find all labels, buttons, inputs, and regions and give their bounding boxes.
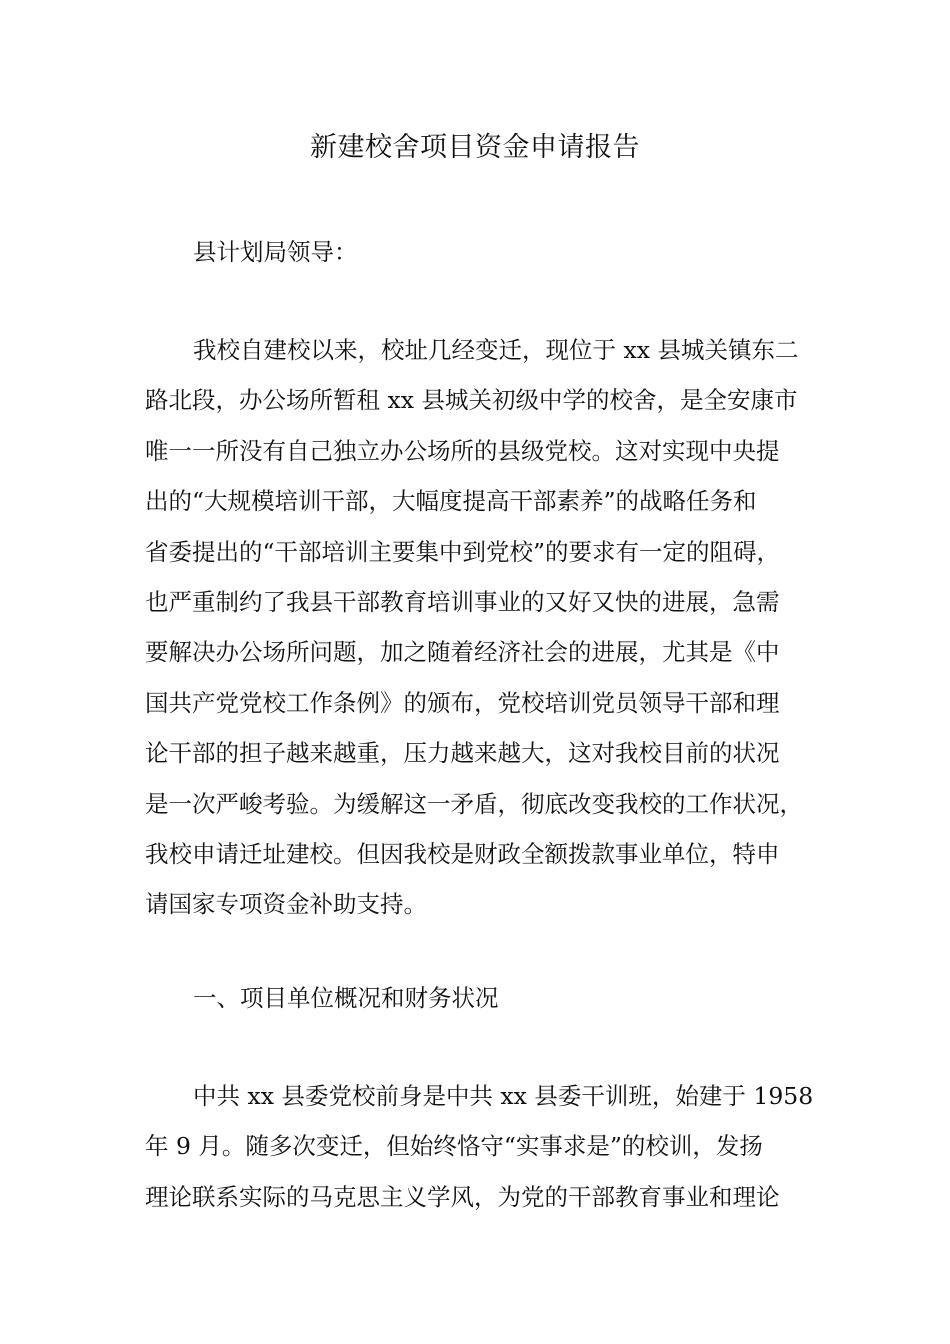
section-1-heading-text: 一、项目单位概况和财务状况 [193,984,499,1012]
paragraph-2 [145,1071,815,1222]
paragraph-1-line: 国共产党党校工作条例》的颁布，党校培训党员领导干部和理 [145,688,780,717]
paragraph-2-line: 中共 xx 县委党校前身是中共 xx 县委干训班，始建于 1958 [193,1082,814,1110]
paragraph-1-line: 唯一一所没有自己独立办公场所的县级党校。这对实现中央提 [145,436,780,465]
paragraph-1-line: 我校自建校以来，校址几经变迁，现位于 xx 县城关镇东二 [193,336,799,364]
paragraph-1-line: 我校申请迁址建校。但因我校是财政全额拨款事业单位，特申 [145,840,780,869]
paragraph-1-line: 路北段，办公场所暂租 xx 县城关初级中学的校舍，是全安康市 [145,386,798,415]
paragraph-1-line: 也严重制约了我县干部教育培训事业的又好又快的进展，急需 [145,588,780,617]
paragraph-1-line: 省委提出的“干部培训主要集中到党校”的要求有一定的阻碍， [145,537,781,566]
paragraph-1-line: 出的“大规模培训干部，大幅度提高干部素养”的战略任务和 [145,487,757,516]
paragraph-1-line: 请国家专项资金补助支持。 [145,890,427,919]
paragraph-1-line: 要解决办公场所问题，加之随着经济社会的进展，尤其是《中 [145,638,780,667]
document-title: 新建校舍项目资金申请报告 [310,132,640,163]
paragraph-2-line: 理论联系实际的马克思主义学风，为党的干部教育事业和理论 [145,1182,780,1211]
paragraph-2-line: 年 9 月。随多次变迁，但始终恪守“实事求是”的校训，发扬 [145,1132,763,1161]
section-1-heading [145,973,863,1023]
salutation-text: 县计划局领导： [193,238,358,266]
salutation [145,227,863,277]
paragraph-1-line: 论干部的担子越来越重，压力越来越大，这对我校目前的状况 [145,739,780,768]
paragraph-1-line: 是一次严峻考验。为缓解这一矛盾，彻底改变我校的工作状况， [145,789,803,818]
paragraph-1 [145,325,815,930]
